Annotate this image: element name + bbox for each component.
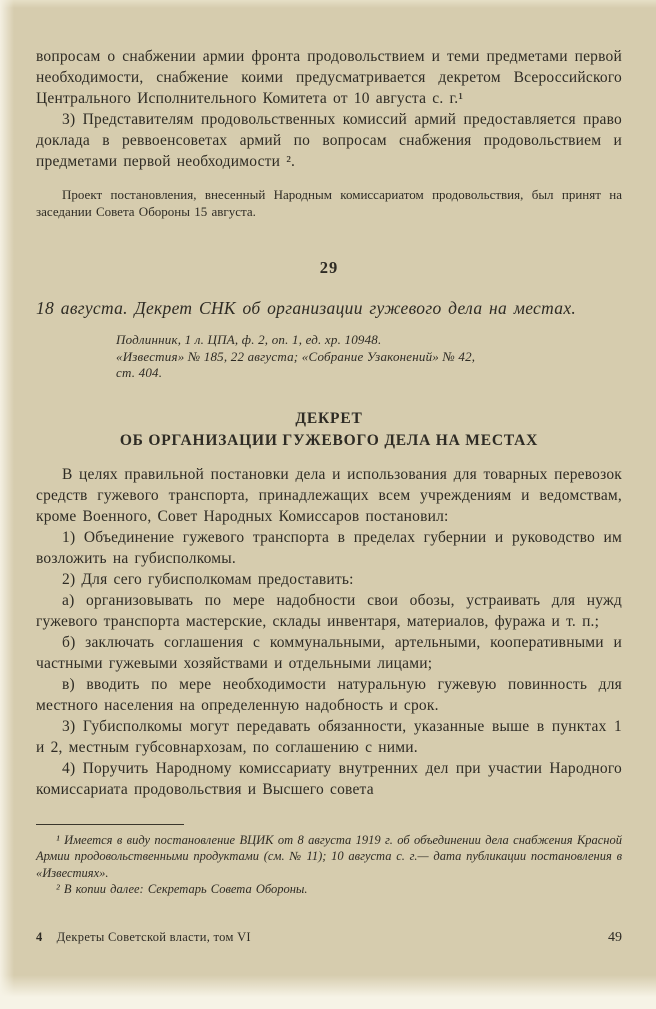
decree-paragraph: 3) Губисполкомы могут передавать обязанности, указанные выше в пунктах 1 и 2, местным губсовнархозам, по соглашению с ними. bbox=[36, 717, 622, 756]
decree-paragraph: В целях правильной постановки дела и использования для товарных перевозок средств гужевого транспорта, принадлежащих всем учреждениям и ведомствам, кроме Военного, Совет Народных Комиссаров постановил: bbox=[36, 465, 622, 525]
page-number: 49 bbox=[608, 930, 622, 945]
source-line: Подлинник, 1 л. ЦПА, ф. 2, оп. 1, ед. хр. 10948. bbox=[116, 332, 382, 347]
continuation-paragraph-1: вопросам о снабжении армии фронта продовольствием и теми предметами первой необходимости, снабжение коими предусматривается декретом Всероссийского Центрального Исполнительного Комитета от 10 августа с. г.¹ bbox=[36, 48, 622, 107]
decree-body bbox=[36, 464, 622, 800]
decree-heading: 18 августа. Декрет СНК об организации гужевого дела на местах. bbox=[36, 298, 577, 318]
decree-paragraph: в) вводить по мере необходимости натуральную гужевую повинность для местного населения на определенную надобность и срок. bbox=[36, 675, 622, 714]
decree-title bbox=[36, 408, 622, 452]
decree-paragraph: 1) Объединение гужевого транспорта в пределах губернии и руководство им возложить на губисполкомы. bbox=[36, 528, 622, 567]
series-title: Декреты Советской власти, том VI bbox=[56, 930, 251, 944]
source-line: «Известия» № 185, 22 августа; «Собрание Узаконений» № 42, bbox=[116, 348, 476, 364]
page-content bbox=[36, 46, 622, 898]
footnotes-section bbox=[36, 832, 622, 898]
footnote: ² В копии далее: Секретарь Совета Обороны. bbox=[56, 882, 308, 896]
continuation-section bbox=[36, 46, 622, 220]
decree-paragraph: б) заключать соглашения с коммунальными, артельными, кооперативными и частными гужевыми хозяйствами и отдельными лицами; bbox=[36, 633, 622, 672]
scan-edge-bottom bbox=[0, 975, 656, 1009]
source-line: ст. 404. bbox=[116, 365, 163, 380]
footnote: ¹ Имеется в виду постановление ВЦИК от 8 августа 1919 г. об объединении дела снабжения Красной Армии продовольственными продуктами (см. № 11); 10 августа с. г.— дата публикации постановления в «Известиях». bbox=[36, 832, 622, 880]
decree-paragraph: а) организовывать по мере надобности свои обозы, устраивать для нужд гужевого транспорта мастерские, склады инвентаря, материалов, фуража и т. п.; bbox=[36, 591, 622, 630]
decree-title-line-2: ОБ ОРГАНИЗАЦИИ ГУЖЕВОГО ДЕЛА НА МЕСТАХ bbox=[119, 431, 539, 449]
page-footer bbox=[36, 930, 622, 946]
signature-number: 4 bbox=[36, 930, 43, 944]
footer-series-info bbox=[36, 930, 251, 945]
source-reference-block bbox=[116, 332, 622, 382]
scan-edge-left bbox=[0, 0, 14, 1009]
editorial-note: Проект постановления, внесенный Народным комиссариатом продовольствия, был принят на заседании Совета Обороны 15 августа. bbox=[36, 187, 622, 219]
scan-edge-top bbox=[0, 0, 656, 8]
footnote-separator bbox=[36, 824, 184, 825]
continuation-paragraph-2: 3) Представителям продовольственных комиссий армий предоставляется право доклада в реввоенсоветах армий по вопросам снабжения продовольствием и предметами первой необходимости ². bbox=[36, 111, 622, 170]
decree-paragraph: 4) Поручить Народному комиссариату внутренних дел при участии Народного комиссариата продовольствия и Высшего совета bbox=[36, 759, 622, 798]
decree-title-line-1: ДЕКРЕТ bbox=[295, 409, 363, 427]
decree-number: 29 bbox=[319, 258, 339, 277]
decree-paragraph: 2) Для сего губисполкомам предоставить: bbox=[62, 570, 354, 588]
